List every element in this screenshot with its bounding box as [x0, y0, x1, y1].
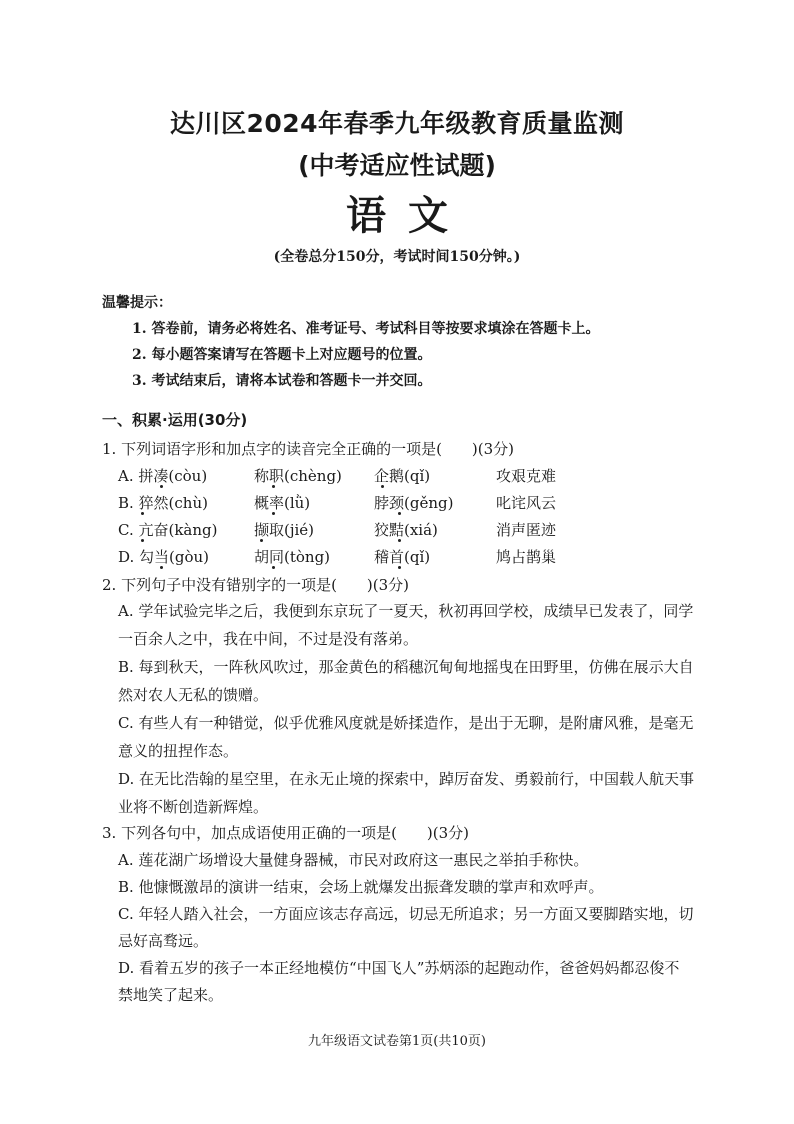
- tip-item: 2. 每小题答案请写在答题卡上对应题号的位置。: [132, 347, 432, 363]
- q1-option-a-word2: 称职(chèng): [254, 467, 342, 485]
- tip-item: 1. 答卷前，请务必将姓名、准考证号、考试科目等按要求填涂在答题卡上。: [132, 321, 600, 337]
- exam-subtitle: (中考适应性试题): [298, 151, 496, 180]
- q2-option-a: A. 学年试验完毕之后，我便到东京玩了一夏天，秋初再回学校，成绩早已发表了，同学: [118, 602, 694, 620]
- q3-option-c-cont: 忌好高骛远。: [118, 932, 209, 950]
- q2-option-d: D. 在无比浩翰的星空里，在永无止境的探索中，踔厉奋发、勇毅前行，中国载人航天事: [118, 770, 695, 788]
- q2-option-c: C. 有些人有一种错觉，似乎优雅风度就是娇揉造作，是出于无聊，是附庸风雅，是毫无: [118, 714, 694, 732]
- emphasis-dot: [398, 539, 401, 542]
- q2-option-d-cont: 业将不断创造新辉煌。: [118, 798, 269, 816]
- q1-option-c-word4: 消声匿迹: [496, 521, 557, 539]
- q1-option-b-word1: B. 猝然(chù): [118, 494, 208, 512]
- q1-option-c-word2: 撷取(jié): [254, 521, 315, 539]
- q1-option-c-word3: 狡黠(xiá): [374, 521, 438, 539]
- question-2-stem: 2. 下列句子中没有错别字的一项是( )(3分): [102, 576, 410, 594]
- q1-option-d-word1: D. 勾当(gòu): [118, 548, 210, 566]
- q2-option-b: B. 每到秋天，一阵秋风吹过，那金黄色的稻穗沉甸甸地摇曳在田野里，仿佛在展示大自: [118, 658, 694, 676]
- q3-option-d-cont: 禁地笑了起来。: [118, 986, 224, 1004]
- emphasis-dot: [398, 566, 401, 569]
- exam-title: 达川区2024年春季九年级教育质量监测: [169, 109, 625, 138]
- emphasis-dot: [260, 539, 263, 542]
- emphasis-dot: [381, 485, 384, 488]
- emphasis-dot: [141, 512, 144, 515]
- emphasis-dot: [272, 566, 275, 569]
- emphasis-dot: [272, 485, 275, 488]
- emphasis-dot: [398, 512, 401, 515]
- section-heading: 一、积累·运用(30分): [102, 411, 248, 429]
- question-3-stem: 3. 下列各句中，加点成语使用正确的一项是( )(3分): [102, 824, 470, 842]
- exam-info: (全卷总分150分，考试时间150分钟。): [273, 249, 521, 265]
- q3-option-d: D. 看着五岁的孩子一本正经地模仿“中国飞人”苏炳添的起跑动作，爸爸妈妈都忍俊不: [118, 959, 680, 977]
- tip-item: 3. 考试结束后，请将本试卷和答题卡一并交回。: [132, 373, 432, 389]
- emphasis-dot: [160, 566, 163, 569]
- q1-option-a-word1: A. 拼凑(còu): [118, 467, 208, 485]
- q1-option-c-word1: C. 亢奋(kàng): [118, 521, 218, 539]
- q1-option-d-word4: 鸠占鹊巢: [496, 548, 557, 566]
- q1-option-a-word3: 企鹅(qǐ): [374, 467, 431, 485]
- q2-option-a-cont: 一百余人之中，我在中间，不过是没有落弟。: [118, 630, 419, 648]
- tips-heading: 温馨提示：: [102, 295, 172, 311]
- q3-option-c: C. 年轻人踏入社会，一方面应该志存高远，切忌无所追求；另一方面又要脚踏实地，切: [118, 905, 694, 923]
- q1-option-b-word3: 脖颈(gěng): [374, 494, 454, 512]
- q2-option-b-cont: 然对农人无私的馈赠。: [118, 686, 269, 704]
- q2-option-c-cont: 意义的扭捏作态。: [118, 742, 239, 760]
- subject-title: 语文: [346, 192, 470, 239]
- q1-option-b-word4: 叱诧风云: [496, 494, 557, 512]
- q1-option-d-word2: 胡同(tòng): [254, 548, 331, 566]
- q3-option-b: B. 他慷慨激昂的演讲一结束，会场上就爆发出振聋发聩的掌声和欢呼声。: [118, 878, 604, 896]
- q3-option-a: A. 莲花湖广场增设大量健身器械，市民对政府这一惠民之举拍手称快。: [118, 851, 589, 869]
- emphasis-dot: [272, 512, 275, 515]
- page-footer: 九年级语文试卷第1页(共10页): [308, 1034, 486, 1049]
- q1-option-d-word3: 稽首(qǐ): [374, 548, 431, 566]
- question-1-stem: 1. 下列词语字形和加点字的读音完全正确的一项是( )(3分): [102, 440, 515, 458]
- q1-option-b-word2: 概率(lǜ): [254, 494, 311, 512]
- q1-option-a-word4: 攻艰克难: [496, 467, 557, 485]
- emphasis-dot: [141, 539, 144, 542]
- emphasis-dot: [160, 485, 163, 488]
